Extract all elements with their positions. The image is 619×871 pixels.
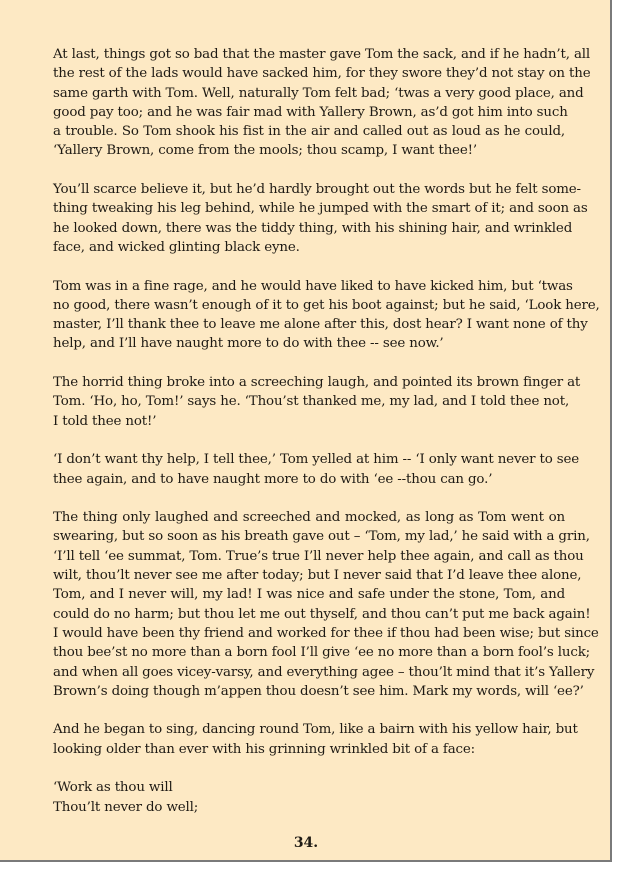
verse-line: ‘Work as thou will <box>53 780 173 796</box>
text-line: swearing, but so soon as his breath gave out – ‘Tom, my lad,’ he said with a grin, <box>53 529 590 545</box>
text-line: ‘I don’t want thy help, I tell thee,’ Tom yelled at him -- ‘I only want never to see <box>53 452 580 468</box>
text-line: face, and wicked glinting black eyne. <box>53 239 300 255</box>
text-line: and when all goes vicey-varsy, and everything agee – thou’lt mind that it’s Yallery <box>53 664 595 680</box>
text-line: help, and I’ll have naught more to do with thee -- see now.’ <box>53 336 444 352</box>
text-line: the rest of the lads would have sacked him, for they swore they’d not stay on the <box>53 66 591 82</box>
paragraph <box>53 277 600 354</box>
text-line: good pay too; and he was fair mad with Yallery Brown, as’d got him into such <box>53 104 568 120</box>
text-line: And he began to sing, dancing round Tom, like a bairn with his yellow hair, but <box>53 722 578 738</box>
text-line: a trouble. So Tom shook his fist in the air and called out as loud as he could, <box>53 124 565 140</box>
verse-line: Thou’lt never do well; <box>53 799 199 815</box>
text-line: thing tweaking his leg behind, while he jumped with the smart of it; and soon as <box>53 201 588 217</box>
paragraph <box>53 180 588 257</box>
page-number: 34. <box>293 835 319 851</box>
text-line: same garth with Tom. Well, naturally Tom felt bad; ‘twas a very good place, and <box>53 85 584 101</box>
paragraph <box>53 45 591 161</box>
text-line: Brown’s doing though m’appen thou doesn’t see him. Mark my words, will ‘ee?’ <box>53 683 584 699</box>
text-line: The horrid thing broke into a screeching laugh, and pointed its brown finger at <box>53 375 581 391</box>
text-line: thou bee’st no more than a born fool I’ll give ‘ee no more than a born fool’s luck; <box>53 645 591 661</box>
text-line: ‘Yallery Brown, come from the mools; thou scamp, I want thee!’ <box>53 143 477 159</box>
text-line: You’ll scarce believe it, but he’d hardly brought out the words but he felt some- <box>53 182 581 198</box>
text-line: I told thee not!’ <box>53 413 157 429</box>
text-line: master, I’ll thank thee to leave me alone after this, dost hear? I want none of thy <box>53 317 588 333</box>
text-line: At last, things got so bad that the master gave Tom the sack, and if he hadn’t, all <box>53 47 591 62</box>
text-line: no good, there wasn’t enough of it to get his boot against; but he said, ‘Look here, <box>53 297 600 313</box>
paragraph <box>53 720 578 759</box>
text-line: he looked down, there was the tiddy thing, with his shining hair, and wrinkled <box>53 220 573 236</box>
text-line: looking older than ever with his grinning wrinkled bit of a face: <box>53 741 476 757</box>
text-line: I would have been thy friend and worked for thee if thou had been wise; but since <box>53 625 599 641</box>
paragraph <box>53 373 581 431</box>
paragraph <box>53 508 599 701</box>
page-body <box>53 45 600 817</box>
text-line: ‘I’ll tell ‘ee summat, Tom. True’s true I’ll never help thee again, and call as thou <box>53 548 584 564</box>
text-line: Tom was in a fine rage, and he would have liked to have kicked him, but ‘twas <box>53 278 573 294</box>
text-line: thee again, and to have naught more to do with ‘ee --thou can go.’ <box>53 471 493 487</box>
text-line: could do no harm; but thou let me out thyself, and thou can’t put me back again! <box>53 606 591 622</box>
paragraph <box>53 450 580 489</box>
verse <box>53 778 565 817</box>
text-line: Tom. ‘Ho, ho, Tom!’ says he. ‘Thou’st thanked me, my lad, and I told thee not, <box>53 394 570 410</box>
text-line: Tom, and I never will, my lad! I was nice and safe under the stone, Tom, and <box>53 587 565 603</box>
text-line: The thing only laughed and screeched and mocked, as long as Tom went on <box>53 510 565 526</box>
text-line: wilt, thou’lt never see me after today; but I never said that I’d leave thee alone, <box>53 568 582 584</box>
